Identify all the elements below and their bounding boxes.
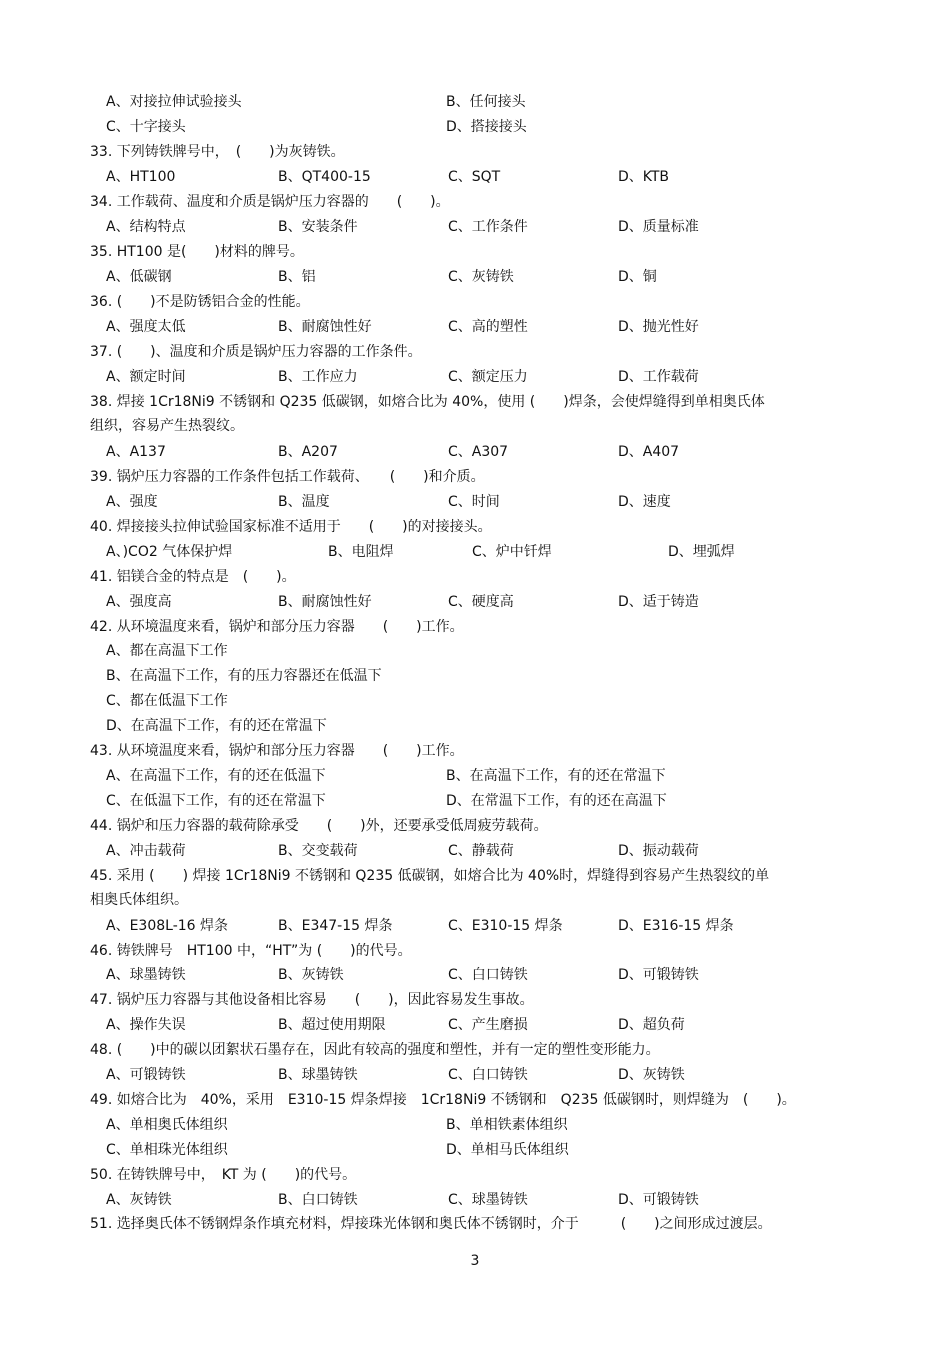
page-number: 3 [470,1253,480,1269]
question-41: 41. 铝镁合金的特点是 ( )。 [90,569,296,585]
option-c: C、硬度高 [448,594,514,610]
option-d: D、A407 [618,444,680,460]
option-d: D、可锻铸铁 [618,967,699,983]
option-a: A、强度太低 [106,319,186,335]
option-a: A、低碳钢 [106,269,172,285]
option-row [106,265,866,289]
option-d: D、振动载荷 [618,843,699,859]
option-a: A、)CO2 气体保护焊 [106,544,233,560]
option-row [106,1113,866,1137]
option-a: A、A137 [106,444,166,460]
option-d: D、灰铸铁 [618,1067,685,1083]
option-d: D、铜 [618,269,657,285]
option-row [106,1013,866,1037]
option-d: D、工作载荷 [618,369,699,385]
option-a: A、冲击载荷 [106,843,186,859]
option-d: D、E316-15 焊条 [618,918,734,934]
option-b: B、A207 [278,444,338,460]
option-d: D、单相马氏体组织 [446,1142,569,1158]
option-b: B、任何接头 [446,94,526,110]
option-c: C、单相珠光体组织 [106,1142,228,1158]
option-b: B、交变载荷 [278,843,358,859]
option-row [106,590,866,614]
option-b: B、QT400-15 [278,169,371,185]
option-b: B、单相铁素体组织 [446,1117,568,1133]
option-d: D、在高温下工作，有的还在常温下 [106,718,327,734]
question-36: 36. ( )不是防锈铝合金的性能。 [90,294,310,310]
option-c: C、高的塑性 [448,319,528,335]
option-b: B、在高温下工作，有的压力容器还在低温下 [106,668,382,684]
option-a: A、结构特点 [106,219,186,235]
option-row [106,315,866,339]
option-a: A、HT100 [106,169,176,185]
option-row [106,90,866,114]
option-c: C、球墨铸铁 [448,1192,528,1208]
option-c: C、E310-15 焊条 [448,918,563,934]
question-47: 47. 锅炉压力容器与其他设备相比容易 ( )，因此容易发生事故。 [90,992,534,1008]
option-row [106,1188,866,1212]
option-c: C、都在低温下工作 [106,693,228,709]
option-d: D、速度 [618,494,671,510]
option-a: A、额定时间 [106,369,186,385]
question-43: 43. 从环境温度来看，锅炉和部分压力容器 ( )工作。 [90,743,464,759]
option-b: B、安装条件 [278,219,358,235]
option-b: B、耐腐蚀性好 [278,594,372,610]
option-row [106,540,866,564]
option-d: D、适于铸造 [618,594,699,610]
option-c: C、白口铸铁 [448,1067,528,1083]
option-b: B、超过使用期限 [278,1017,386,1033]
option-d: D、在常温下工作，有的还在高温下 [446,793,667,809]
question-40: 40. 焊接接头拉伸试验国家标准不适用于 ( )的对接接头。 [90,519,492,535]
option-row [106,1138,866,1162]
option-d: D、可锻铸铁 [618,1192,699,1208]
option-c: C、白口铸铁 [448,967,528,983]
option-c: C、时间 [448,494,500,510]
option-a: A、球墨铸铁 [106,967,186,983]
option-d: D、超负荷 [618,1017,685,1033]
option-b: B、在高温下工作，有的还在常温下 [446,768,666,784]
option-row [106,490,866,514]
option-a: A、都在高温下工作 [106,643,228,659]
option-d: D、搭接接头 [446,119,527,135]
option-b: B、耐腐蚀性好 [278,319,372,335]
option-a: A、可锻铸铁 [106,1067,186,1083]
question-44: 44. 锅炉和压力容器的载荷除承受 ( )外，还要承受低周疲劳载荷。 [90,818,548,834]
question-37: 37. ( )、温度和介质是锅炉压力容器的工作条件。 [90,344,422,360]
option-row [106,764,866,788]
option-c: C、灰铸铁 [448,269,514,285]
option-d: D、KTB [618,169,670,185]
option-a: A、灰铸铁 [106,1192,172,1208]
option-c: C、静载荷 [448,843,514,859]
option-row [106,215,866,239]
option-a: A、单相奥氏体组织 [106,1117,228,1133]
option-a: A、在高温下工作，有的还在低温下 [106,768,326,784]
question-48: 48. ( )中的碳以团絮状石墨存在，因此有较高的强度和塑性，并有一定的塑性变形能力。 [90,1042,660,1058]
option-c: C、炉中钎焊 [472,544,552,560]
option-row [106,914,866,938]
option-a: A、强度 [106,494,158,510]
option-a: A、强度高 [106,594,172,610]
option-b: B、电阻焊 [328,544,394,560]
option-b: B、球墨铸铁 [278,1067,358,1083]
question-45-continued: 相奥氏体组织。 [90,892,188,908]
option-row [106,963,866,987]
option-b: B、灰铸铁 [278,967,344,983]
option-a: A、操作失误 [106,1017,186,1033]
option-a: A、对接拉伸试验接头 [106,94,242,110]
question-33: 33. 下列铸铁牌号中， ( )为灰铸铁。 [90,144,345,160]
option-c: C、SQT [448,169,501,185]
option-a: A、E308L-16 焊条 [106,918,229,934]
question-45: 45. 采用 ( ) 焊接 1Cr18Ni9 不锈钢和 Q235 低碳钢，如熔合比为 40%时，焊缝得到容易产生热裂纹的单 [90,868,770,884]
question-38: 38. 焊接 1Cr18Ni9 不锈钢和 Q235 低碳钢，如熔合比为 40%，使用 ( )焊条，会使焊缝得到单相奥氏体 [90,394,765,410]
option-c: C、额定压力 [448,369,528,385]
option-row [106,440,866,464]
question-49: 49. 如熔合比为 40%，采用 E310-15 焊条焊接 1Cr18Ni9 不锈钢和 Q235 低碳钢时，则焊缝为 ( )。 [90,1092,796,1108]
option-b: B、白口铸铁 [278,1192,358,1208]
question-46: 46. 铸铁牌号 HT100 中，“HT”为 ( )的代号。 [90,943,412,959]
option-d: D、质量标准 [618,219,699,235]
option-c: C、在低温下工作，有的还在常温下 [106,793,326,809]
option-c: C、A307 [448,444,509,460]
option-c: C、工作条件 [448,219,528,235]
question-39: 39. 锅炉压力容器的工作条件包括工作载荷、 ( )和介质。 [90,469,485,485]
option-b: B、温度 [278,494,330,510]
question-34: 34. 工作载荷、温度和介质是锅炉压力容器的 ( )。 [90,194,450,210]
option-row [106,839,866,863]
option-row [106,789,866,813]
option-row [106,1063,866,1087]
question-38-continued: 组织，容易产生热裂纹。 [90,418,244,434]
option-c: C、产生磨损 [448,1017,528,1033]
option-b: B、铝 [278,269,316,285]
option-row [106,365,866,389]
option-b: B、工作应力 [278,369,358,385]
option-d: D、抛光性好 [618,319,699,335]
question-50: 50. 在铸铁牌号中， KT 为 ( )的代号。 [90,1167,357,1183]
question-51: 51. 选择奥氏体不锈钢焊条作填充材料，焊接珠光体钢和奥氏体不锈钢时，介于 ( )之间形成过渡层。 [90,1216,772,1232]
question-42: 42. 从环境温度来看，锅炉和部分压力容器 ( )工作。 [90,619,464,635]
option-row [106,115,866,139]
option-d: D、埋弧焊 [668,544,735,560]
option-row [106,165,866,189]
option-b: B、E347-15 焊条 [278,918,393,934]
option-c: C、十字接头 [106,119,186,135]
question-35: 35. HT100 是( )材料的牌号。 [90,244,304,260]
